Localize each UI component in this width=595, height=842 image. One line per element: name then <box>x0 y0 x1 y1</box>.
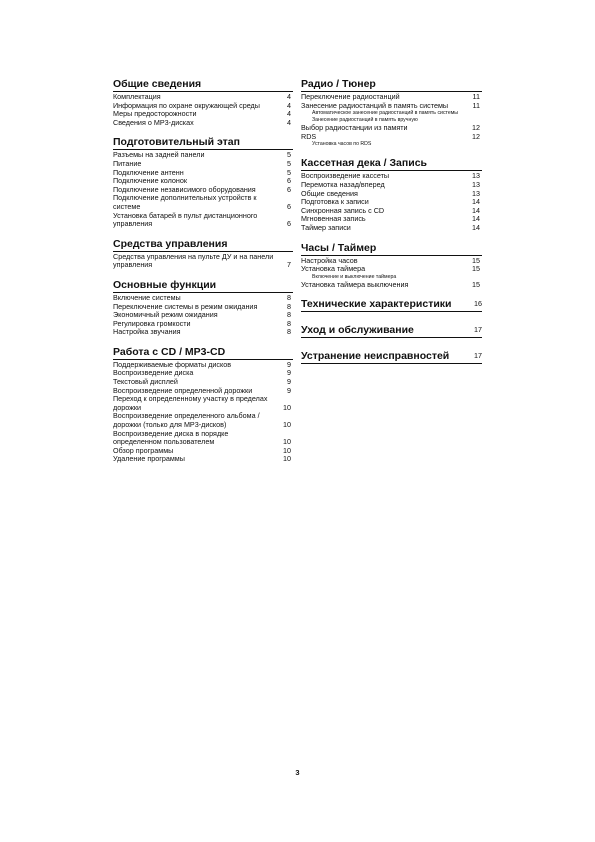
toc-entry-text: Включение и выключение таймера <box>312 273 397 280</box>
section-heading-text: Часы / Таймер <box>301 241 377 254</box>
toc-entry[interactable] <box>113 194 293 211</box>
toc-entry-text: Настройка часов <box>301 255 358 265</box>
toc-entry-page: 4 <box>287 117 291 127</box>
toc-entry-text: Настройка звучания <box>113 327 181 337</box>
toc-entry-page: 10 <box>283 454 291 464</box>
section-heading-text: Работа с CD / MP3-CD <box>113 345 226 358</box>
section-heading[interactable] <box>301 157 482 171</box>
toc-entry-text: Мгновенная запись <box>301 214 366 224</box>
page-number: 3 <box>295 768 300 777</box>
section-heading-text: Устранение неисправностей <box>301 350 450 363</box>
toc-section <box>113 238 293 270</box>
toc-entry-page: 15 <box>472 279 480 289</box>
section-heading-text: Подготовительный этап <box>113 136 240 149</box>
toc-section <box>301 157 482 232</box>
toc-entry-page: 13 <box>472 171 480 181</box>
toc-entry-text: Сведения о MP3-дисках <box>113 117 194 127</box>
toc-entry-page: 13 <box>472 188 480 198</box>
toc-entry-text: Меры предосторожности <box>113 109 197 119</box>
toc-entry-text: Переключение системы в режим ожидания <box>113 301 258 311</box>
toc-entry-text: Установка таймера выключения <box>301 279 409 289</box>
toc-entry-text: Занесение радиостанций в память системы <box>301 100 449 110</box>
toc-entry[interactable] <box>301 133 482 142</box>
toc-entry-page: 8 <box>287 310 291 320</box>
section-heading[interactable] <box>301 242 482 256</box>
toc-entry-page: 12 <box>472 123 480 133</box>
toc-section <box>301 298 482 312</box>
toc-entry-page: 6 <box>287 201 291 211</box>
toc-entry[interactable] <box>113 253 293 270</box>
toc-section <box>301 242 482 290</box>
toc-section <box>301 324 482 338</box>
toc-entry-page: 8 <box>287 327 291 337</box>
toc-entry-text: Общие сведения <box>301 188 358 198</box>
toc-entry-text: RDS <box>301 131 317 141</box>
toc-entry-text: Воспроизведение кассеты <box>301 171 390 181</box>
toc-entry-page: 11 <box>472 100 480 110</box>
toc-section <box>113 78 293 127</box>
toc-entry-text: Подключение колонок <box>113 176 188 186</box>
toc-entry[interactable] <box>113 119 293 128</box>
toc-entry-text: Установка батарей в пульт дистанционного управления <box>113 210 258 229</box>
toc-entry-page: 10 <box>283 445 291 455</box>
toc-entry-text: Воспроизведение диска <box>113 368 194 378</box>
toc-entry-text: Воспроизведение диска в порядке определенном пользователем <box>113 428 229 447</box>
section-page-number: 16 <box>474 299 482 309</box>
toc-entry-page: 8 <box>287 292 291 302</box>
toc-entry-page: 8 <box>287 318 291 328</box>
toc-entry-page: 14 <box>472 197 480 207</box>
toc-entry-text: Текстовый дисплей <box>113 377 178 387</box>
toc-entry[interactable] <box>113 328 293 337</box>
toc-entry[interactable] <box>301 224 482 233</box>
toc-entry-text: Разъемы на задней панели <box>113 150 205 160</box>
toc-entry[interactable] <box>301 265 482 274</box>
toc-entry-text: Установка часов по RDS <box>312 141 372 148</box>
section-heading-text: Общие сведения <box>113 78 202 90</box>
toc-section <box>113 279 293 337</box>
toc-entry-page: 4 <box>287 100 291 110</box>
toc-entry-text: Подготовка к записи <box>301 197 369 207</box>
toc-entry-text: Комплектация <box>113 92 161 101</box>
toc-entry-page: 10 <box>283 437 291 447</box>
toc-entry-page: 11 <box>472 92 480 101</box>
section-heading[interactable] <box>113 78 293 92</box>
toc-section <box>113 346 293 464</box>
toc-entry[interactable] <box>301 281 482 290</box>
toc-section <box>301 350 482 364</box>
toc-section <box>113 136 293 228</box>
toc-entry-text: Автоматическое занесение радиостанций в память системы <box>312 110 459 117</box>
toc-entry-text: Экономичный режим ожидания <box>113 310 218 320</box>
toc-entry[interactable] <box>113 430 293 447</box>
toc-entry-page: 9 <box>287 377 291 387</box>
section-heading[interactable] <box>301 298 482 312</box>
toc-entry-page: 5 <box>287 158 291 168</box>
toc-entry-text: Информация по охране окружающей среды <box>113 100 260 110</box>
toc-entry-page: 14 <box>472 214 480 224</box>
toc-entry-text: Перемотка назад/вперед <box>301 179 385 189</box>
toc-entry-text: Поддерживаемые форматы дисков <box>113 359 232 369</box>
toc-entry-text: Синхронная запись с CD <box>301 205 385 215</box>
toc-entry-text: Переключение радиостанций <box>301 92 400 101</box>
toc-entry-page: 6 <box>287 184 291 194</box>
toc-entry-page: 15 <box>472 255 480 265</box>
toc-entry-text: Средства управления на пульте ДУ и на панели управления <box>113 251 274 270</box>
toc-entry-text: Воспроизведение определенного альбома / дорожки (только для MP3-дисков) <box>113 411 260 430</box>
section-heading-text: Радио / Тюнер <box>301 78 376 90</box>
section-heading[interactable] <box>113 136 293 150</box>
toc-entry-page: 10 <box>283 420 291 430</box>
toc-entry-page: 7 <box>287 260 291 270</box>
toc-entry-page: 14 <box>472 222 480 232</box>
section-heading-text: Кассетная дека / Запись <box>301 157 427 170</box>
toc-entry-text: Подключение антенн <box>113 167 184 177</box>
toc-entry-text: Удаление программы <box>113 454 185 464</box>
toc-entry-page: 6 <box>287 176 291 186</box>
section-heading-text: Основные функции <box>113 278 217 291</box>
toc-entry[interactable] <box>301 102 482 111</box>
toc-entry-page: 15 <box>472 264 480 274</box>
toc-entry-page: 5 <box>287 150 291 160</box>
toc-entry-page: 13 <box>472 179 480 189</box>
toc-entry-page: 9 <box>287 359 291 369</box>
toc-right-column <box>301 78 482 365</box>
toc-entry-page: 9 <box>287 385 291 395</box>
toc-entry-page: 9 <box>287 368 291 378</box>
toc-entry-text: Регулировка громкости <box>113 318 191 328</box>
toc-entry-page: 4 <box>287 92 291 101</box>
section-heading[interactable] <box>301 324 482 338</box>
section-heading[interactable] <box>113 346 293 360</box>
toc-entry-text: Занесение радиостанций в память вручную <box>312 117 418 124</box>
section-heading-text: Уход и обслуживание <box>301 324 414 337</box>
toc-section <box>301 78 482 148</box>
toc-entry-text: Обзор программы <box>113 445 174 455</box>
toc-entry-page: 12 <box>472 131 480 141</box>
toc-entry-page: 6 <box>287 219 291 229</box>
section-page-number: 17 <box>474 325 482 335</box>
toc-entry-text: Переход к определенному участку в пределах дорожки <box>113 394 268 412</box>
toc-entry[interactable] <box>113 395 293 412</box>
toc-entry-page: 4 <box>287 109 291 119</box>
section-heading[interactable] <box>113 279 293 293</box>
toc-entry-text: Установка таймера <box>301 264 366 274</box>
toc-entry-text: Питание <box>113 158 142 168</box>
section-heading-text: Средства управления <box>113 237 228 250</box>
section-heading[interactable] <box>301 78 482 92</box>
toc-entry-page: 8 <box>287 301 291 311</box>
toc-entry-text: Включение системы <box>113 292 181 302</box>
section-heading-text: Технические характеристики <box>301 298 452 311</box>
toc-entry-text: Выбор радиостанции из памяти <box>301 123 408 133</box>
toc-entry-text: Подключение независимого оборудования <box>113 184 256 194</box>
toc-entry-page: 10 <box>283 402 291 412</box>
toc-entry-text: Воспроизведение определенной дорожки <box>113 385 253 395</box>
toc-entry-page: 14 <box>472 205 480 215</box>
toc-entry[interactable] <box>301 124 482 133</box>
toc-left-column <box>113 78 293 464</box>
section-heading[interactable] <box>301 350 482 364</box>
section-page-number: 17 <box>474 351 482 361</box>
toc-entry[interactable] <box>113 455 293 464</box>
toc-entry-page: 5 <box>287 167 291 177</box>
toc-entry[interactable] <box>113 212 293 229</box>
toc-subentry[interactable] <box>301 141 482 148</box>
section-heading[interactable] <box>113 238 293 252</box>
toc-entry-text: Таймер записи <box>301 222 351 232</box>
toc-entry[interactable] <box>113 412 293 429</box>
toc-entry-text: Подключение дополнительных устройств к системе <box>113 193 257 211</box>
